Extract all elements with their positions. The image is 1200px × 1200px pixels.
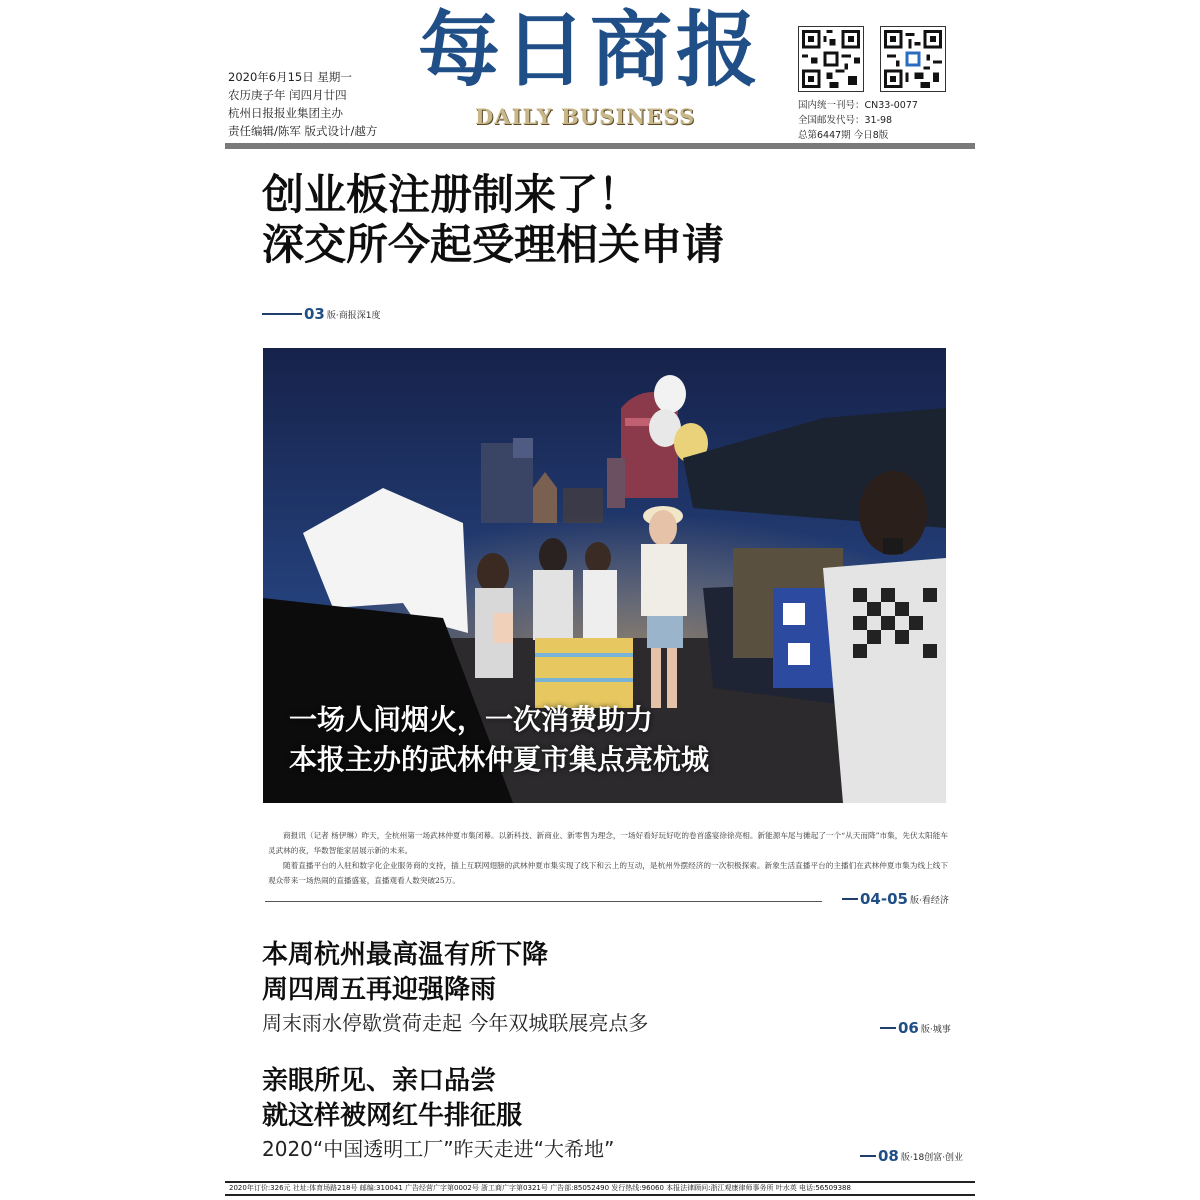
issue-date: 2020年6月15日 星期一 <box>228 70 352 84</box>
factory-subhead: 2020“中国透明工厂”昨天走进“大希地” <box>262 1137 615 1161</box>
publication-postal-code: 全国邮发代号：31-98 <box>798 115 893 126</box>
ref-page-number: 08 <box>878 1147 899 1165</box>
ref-page-number: 03 <box>304 305 325 323</box>
masthead-subtitle: DAILY BUSINESS <box>475 104 696 129</box>
issue-publisher: 杭州日报报业集团主办 <box>228 106 343 120</box>
main-headline[interactable] <box>262 170 724 270</box>
ref-page-number: 04-05 <box>860 890 908 908</box>
publication-issue-number: 总第6447期 今日8版 <box>798 130 889 141</box>
factory-headline-line2: 就这样被网红牛排征服 <box>262 1101 523 1131</box>
weather-headline-line2: 周四周五再迎强降雨 <box>262 975 497 1005</box>
lead-story-page-ref[interactable] <box>842 890 949 908</box>
qr-code-icon <box>880 26 946 92</box>
weather-headline-line1: 本周杭州最高温有所下降 <box>262 940 549 970</box>
section-divider <box>265 901 822 902</box>
weather-subhead: 周末雨水停歇赏荷走起 今年双城联展亮点多 <box>262 1011 649 1035</box>
ref-dash <box>842 898 858 900</box>
factory-page-ref[interactable] <box>860 1147 963 1165</box>
lead-story-paragraph: 随着直播平台的入驻和数字化企业服务商的支持，插上互联网翅膀的武林仲夏市集实现了线下和云上的互动，是杭州外摆经济的一次积极探索。新象生活直播平台的主播们在武林仲夏市集为线上线下观众带来一场热闹的直播盛宴，直播观看人数突破25万。 <box>268 861 948 885</box>
lead-photo[interactable] <box>263 348 946 803</box>
header-rule <box>225 143 975 149</box>
issue-lunar-date: 农历庚子年 闰四月廿四 <box>228 88 347 102</box>
ref-dash <box>880 1027 896 1029</box>
ref-section: 版·城事 <box>920 1024 951 1035</box>
lead-story-paragraph: 商报讯（记者 杨伊琳）昨天，全杭州第一场武林仲夏市集闭幕。以新科技、新商业、新零售为理念，一场好看好玩好吃的卷首盛宴徐徐亮相。新能源车尾与摊起了一个“从天而降”市集，先伏太阳能车灵武林的夜，华数智能家居展示新的未来。 <box>268 831 948 855</box>
lead-story-body <box>268 828 948 888</box>
ref-section: 版·商报深1度 <box>326 310 381 321</box>
ref-section: 版·18创富·创业 <box>900 1152 964 1163</box>
photo-caption-line2: 本报主办的武林仲夏市集点亮杭城 <box>289 743 710 776</box>
ref-page-number: 06 <box>898 1019 919 1037</box>
photo-caption-line1: 一场人间烟火，一次消费助力 <box>289 703 654 736</box>
factory-headline-line1: 亲眼所见、亲口品尝 <box>262 1066 497 1096</box>
publication-cn-code: 国内统一刊号：CN33-0077 <box>798 100 918 111</box>
issue-editors: 责任编辑/陈军 版式设计/越方 <box>228 124 378 138</box>
qr-code-icon <box>798 26 864 92</box>
masthead <box>405 0 775 129</box>
main-headline-line1: 创业板注册制来了！ <box>262 170 641 219</box>
ref-section: 版·看经济 <box>909 895 949 906</box>
issue-info <box>228 68 377 140</box>
masthead-title: 每日商报 <box>417 2 762 98</box>
factory-story[interactable] <box>262 1064 614 1164</box>
weather-story[interactable] <box>262 938 648 1038</box>
ref-dash <box>860 1155 876 1157</box>
publication-codes <box>798 98 918 143</box>
headline-page-ref[interactable] <box>262 305 380 323</box>
photo-caption <box>289 700 709 780</box>
ref-dash <box>262 313 302 315</box>
main-headline-line2: 深交所今起受理相关申请 <box>262 220 725 269</box>
weather-page-ref[interactable] <box>880 1019 951 1037</box>
footer-bar: 2020年订价:326元 社址:体育场路218号 邮编:310041 广告经营广字第0002号 浙工商广字第0321号 广告部:85052490 发行热线:96060 本报法律顾问:浙江观康律师事务所 叶水英 电话:56509388 <box>225 1181 975 1196</box>
